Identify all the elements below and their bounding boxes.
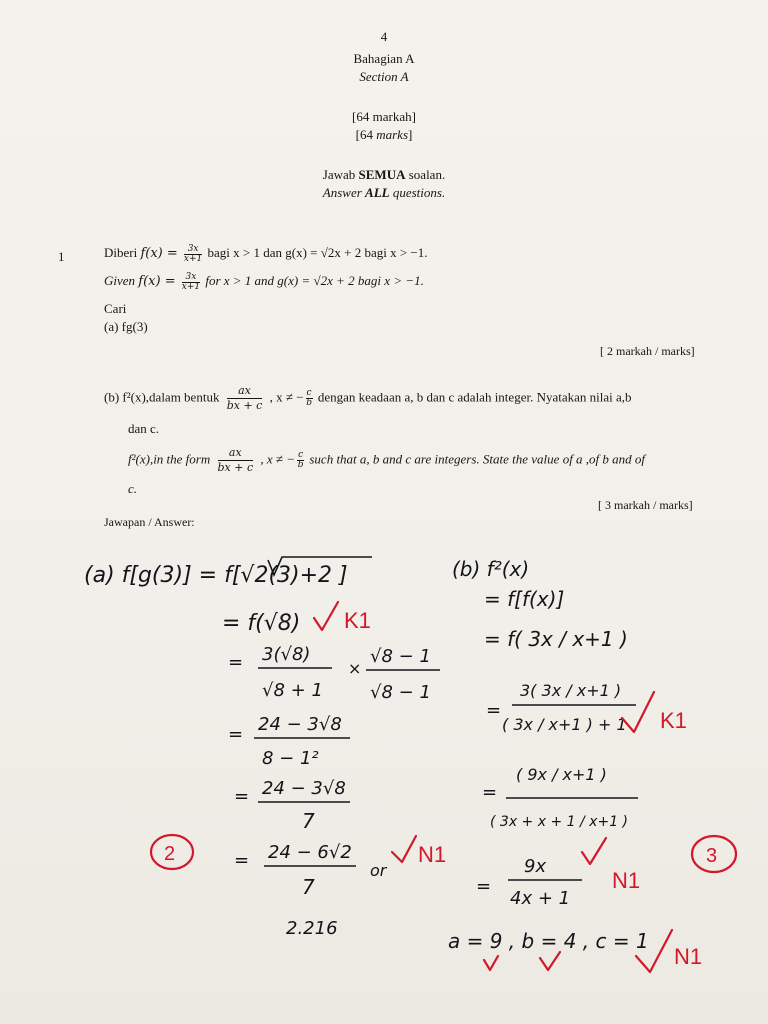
question-given-ms: Diberi f(x) = $\frac{3x}{x+1}$ bagi x > 1 dan g(x) = √2x + 2 bagi x > −1. — [104, 243, 428, 264]
tick-icon — [392, 836, 416, 862]
mark-k1-a: K1 — [344, 608, 371, 633]
hw-b-eq5: = — [482, 782, 498, 803]
hw-b-line4-den: ( 3x / x+1 ) + 1 — [502, 715, 627, 734]
hw-a-line5-den: 7 — [302, 809, 315, 833]
mark-n1-b: N1 — [612, 868, 641, 893]
tick-icon — [314, 602, 338, 630]
hw-b-eq6: = — [476, 876, 492, 897]
hw-b-line4-num: 3( 3x / x+1 ) — [520, 681, 622, 700]
hw-a-eq3: = — [228, 652, 244, 673]
hw-a-line3-den: √8 + 1 — [262, 680, 323, 701]
hw-b-eq4: = — [486, 700, 502, 721]
question-part-b-en-cont: c. — [128, 481, 138, 496]
hw-a-line6-den: 7 — [302, 875, 315, 899]
hw-b-line2: = f[f(x)] — [484, 587, 565, 611]
instruction-en: Answer ALL questions. — [322, 185, 446, 200]
hw-b-line5-num: ( 9x / x+1 ) — [516, 765, 607, 784]
mark-k1-b: K1 — [660, 708, 687, 733]
hw-a-or: or — [370, 861, 387, 880]
hw-a-line5-num: 24 − 3√8 — [262, 778, 346, 799]
hw-b-line5-den: ( 3x + x + 1 / x+1 ) — [490, 814, 629, 830]
question-part-b-ms: (b) f²(x),dalam bentuk $\frac{ax}{bx + c}$ , x ≠ − $\frac{c}{b}$ dengan keadaan a, b dan c adalah integer. Nyatakan nilai a,b — [104, 384, 632, 412]
total-marks-ms: [64 markah] — [352, 109, 416, 124]
hw-a-eq4: = — [228, 724, 244, 745]
hw-a-line3-den2: √8 − 1 — [370, 682, 431, 703]
hw-a-line1: (a) f[g(3)] = f[√2(3)+2 ] — [84, 563, 348, 588]
hw-b-line6-num: 9x — [524, 856, 547, 877]
mark-n1-a: N1 — [418, 842, 447, 867]
question-part-a: (a) fg(3) — [104, 319, 148, 334]
tick-icon — [582, 838, 606, 864]
question-number: 1 — [58, 249, 65, 264]
mark-n1-c: N1 — [674, 944, 703, 969]
question-given-en: Given f(x) = $\frac{3x}{x+1}$ for x > 1 and g(x) = √2x + 2 bagi x > −1. — [104, 271, 424, 292]
page-number: 4 — [380, 29, 388, 44]
question-find: Cari — [104, 301, 127, 316]
hw-a-line3-mul: × — [348, 659, 362, 678]
hw-a-eq6: = — [234, 850, 250, 871]
instruction-ms: Jawab SEMUA soalan. — [322, 167, 446, 182]
hw-a-decimal: 2.216 — [286, 918, 338, 939]
score-b: 3 — [706, 845, 718, 867]
hw-a-line4-num: 24 − 3√8 — [258, 714, 342, 735]
score-a: 2 — [164, 843, 176, 865]
tick-icon — [484, 956, 498, 970]
hw-a-line4-den: 8 − 1² — [262, 748, 319, 769]
section-title-en: Section A — [359, 69, 409, 84]
hw-b-line6-den: 4x + 1 — [510, 888, 571, 909]
hw-b-final: a = 9 , b = 4 , c = 1 — [448, 929, 649, 953]
part-a-marks: [ 2 markah / marks] — [600, 344, 695, 358]
section-title-ms: Bahagian A — [353, 51, 415, 66]
question-part-b-en: f²(x),in the form $\frac{ax}{bx + c}$ , x ≠ − $\frac{c}{b}$ such that a, b and c are integers. State the value of a ,of b and of — [128, 446, 646, 474]
tick-icon — [622, 692, 654, 732]
hw-a-eq5: = — [234, 786, 250, 807]
hw-b-line1: (b) f²(x) — [452, 557, 530, 581]
hw-a-line3-num2: √8 − 1 — [370, 646, 431, 667]
part-b-marks: [ 3 markah / marks] — [598, 498, 693, 512]
tick-icon — [540, 952, 560, 970]
hw-a-line2: = f(√8) — [222, 611, 301, 636]
total-marks-en: [64 marks] — [355, 127, 413, 142]
hw-a-line6-num: 24 − 6√2 — [268, 842, 352, 863]
answer-label: Jawapan / Answer: — [104, 515, 195, 529]
question-part-b-ms-cont: dan c. — [128, 421, 160, 436]
hw-a-line3-num: 3(√8) — [262, 644, 311, 665]
hw-b-line3: = f( 3x / x+1 ) — [484, 627, 628, 651]
